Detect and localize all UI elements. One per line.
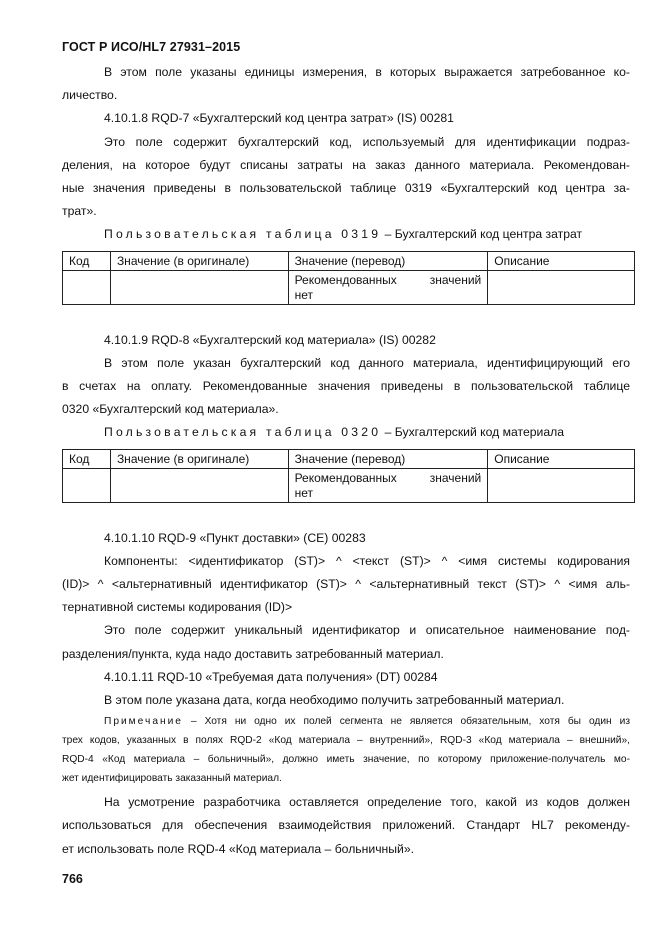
user-table-0320 [62,449,635,503]
user-table-0319 [62,251,635,305]
page-number: 766 [62,872,83,886]
cell-code [63,270,111,304]
paragraph-rqd8: В этом поле указан бухгалтерский код данного материала, идентифицирующий его в счетах на оплату. Рекомендованные значения приведены в пользовательской таблице 0320 «Бухгалтерский код материала». [62,355,630,417]
cell-translation: Рекомендованных значений нет [288,270,488,304]
column-header-translation: Значение (перевод) [288,251,488,270]
table-header-row [63,251,635,270]
cell-description [488,468,635,502]
cell-original [110,468,288,502]
cell-original [110,270,288,304]
column-header-code: Код [63,449,111,468]
paragraph-date: В этом поле указана дата, когда необходимо получить затребованный материал. [104,693,565,708]
table-caption-0319: Пользовательская таблица 0319 – Бухгалтерский код центра затрат [104,227,583,242]
section-heading-rqd10: 4.10.1.11 RQD-10 «Требуемая дата получения» (DT) 00284 [104,669,438,684]
column-header-code: Код [63,251,111,270]
section-heading-rqd8: 4.10.1.9 RQD-8 «Бухгалтерский код материала» (IS) 00282 [104,332,436,347]
note-block: Примечание – Хотя ни одно их полей сегмента не является обязательным, хотя бы один из трех кодов, указанных в полях RQD-2 «Код материала – внутренний», RQD-3 «Код материала – внешний», RQD-4 «Код материала – больничный», должно иметь значение, по которому приложение-получатель мо- жет идентифицировать заказанный материал. [62,716,630,785]
table-row [63,468,635,502]
paragraph-recommendation: На усмотрение разработчика оставляется определение того, какой из кодов должен использоваться для обеспечения взаимодействия приложений. Стандарт HL7 рекоменду- ет использовать поле RQD-4 «Код материала – больничный». [62,795,630,856]
column-header-original: Значение (в оригинале) [110,251,288,270]
cell-description [488,270,635,304]
column-header-original: Значение (в оригинале) [110,449,288,468]
cell-code [63,468,111,502]
document-header: ГОСТ Р ИСО/HL7 27931–2015 [62,40,241,54]
paragraph-components: Компоненты: <идентификатор (ST)> ^ <текст (ST)> ^ <имя системы кодирования (ID)> ^ <альтернативный идентификатор (ST)> ^ <альтернативный текст (ST)> ^ <имя аль- тернативной системы кодирования (ID)> [62,553,630,615]
paragraph-delivery-point: Это поле содержит уникальный идентификатор и описательное наименование под- разделения/пункта, куда надо доставить затребованный материал. [62,623,630,661]
paragraph-rqd7: Это поле содержит бухгалтерский код, используемый для идентификации подраз- деления, на которое будут списаны затраты на заказ данного материала. Рекомендован- ные значения приведены в пользовательской таблице 0319 «Бухгалтерский код центра за- трат». [62,134,630,219]
paragraph-units: В этом поле указаны единицы измерения, в которых выражается затребованное ко- личество. [62,65,630,103]
section-heading-rqd7: 4.10.1.8 RQD-7 «Бухгалтерский код центра затрат» (IS) 00281 [104,111,454,126]
column-header-description: Описание [488,449,635,468]
table-row [63,270,635,304]
section-heading-rqd9: 4.10.1.10 RQD-9 «Пункт доставки» (CE) 00283 [104,530,366,545]
table-caption-0320: Пользовательская таблица 0320 – Бухгалтерский код материала [104,425,564,440]
note-label: Примечание [104,716,183,728]
page-content [62,61,630,861]
table-header-row [63,449,635,468]
column-header-translation: Значение (перевод) [288,449,488,468]
cell-translation: Рекомендованных значений нет [288,468,488,502]
column-header-description: Описание [488,251,635,270]
